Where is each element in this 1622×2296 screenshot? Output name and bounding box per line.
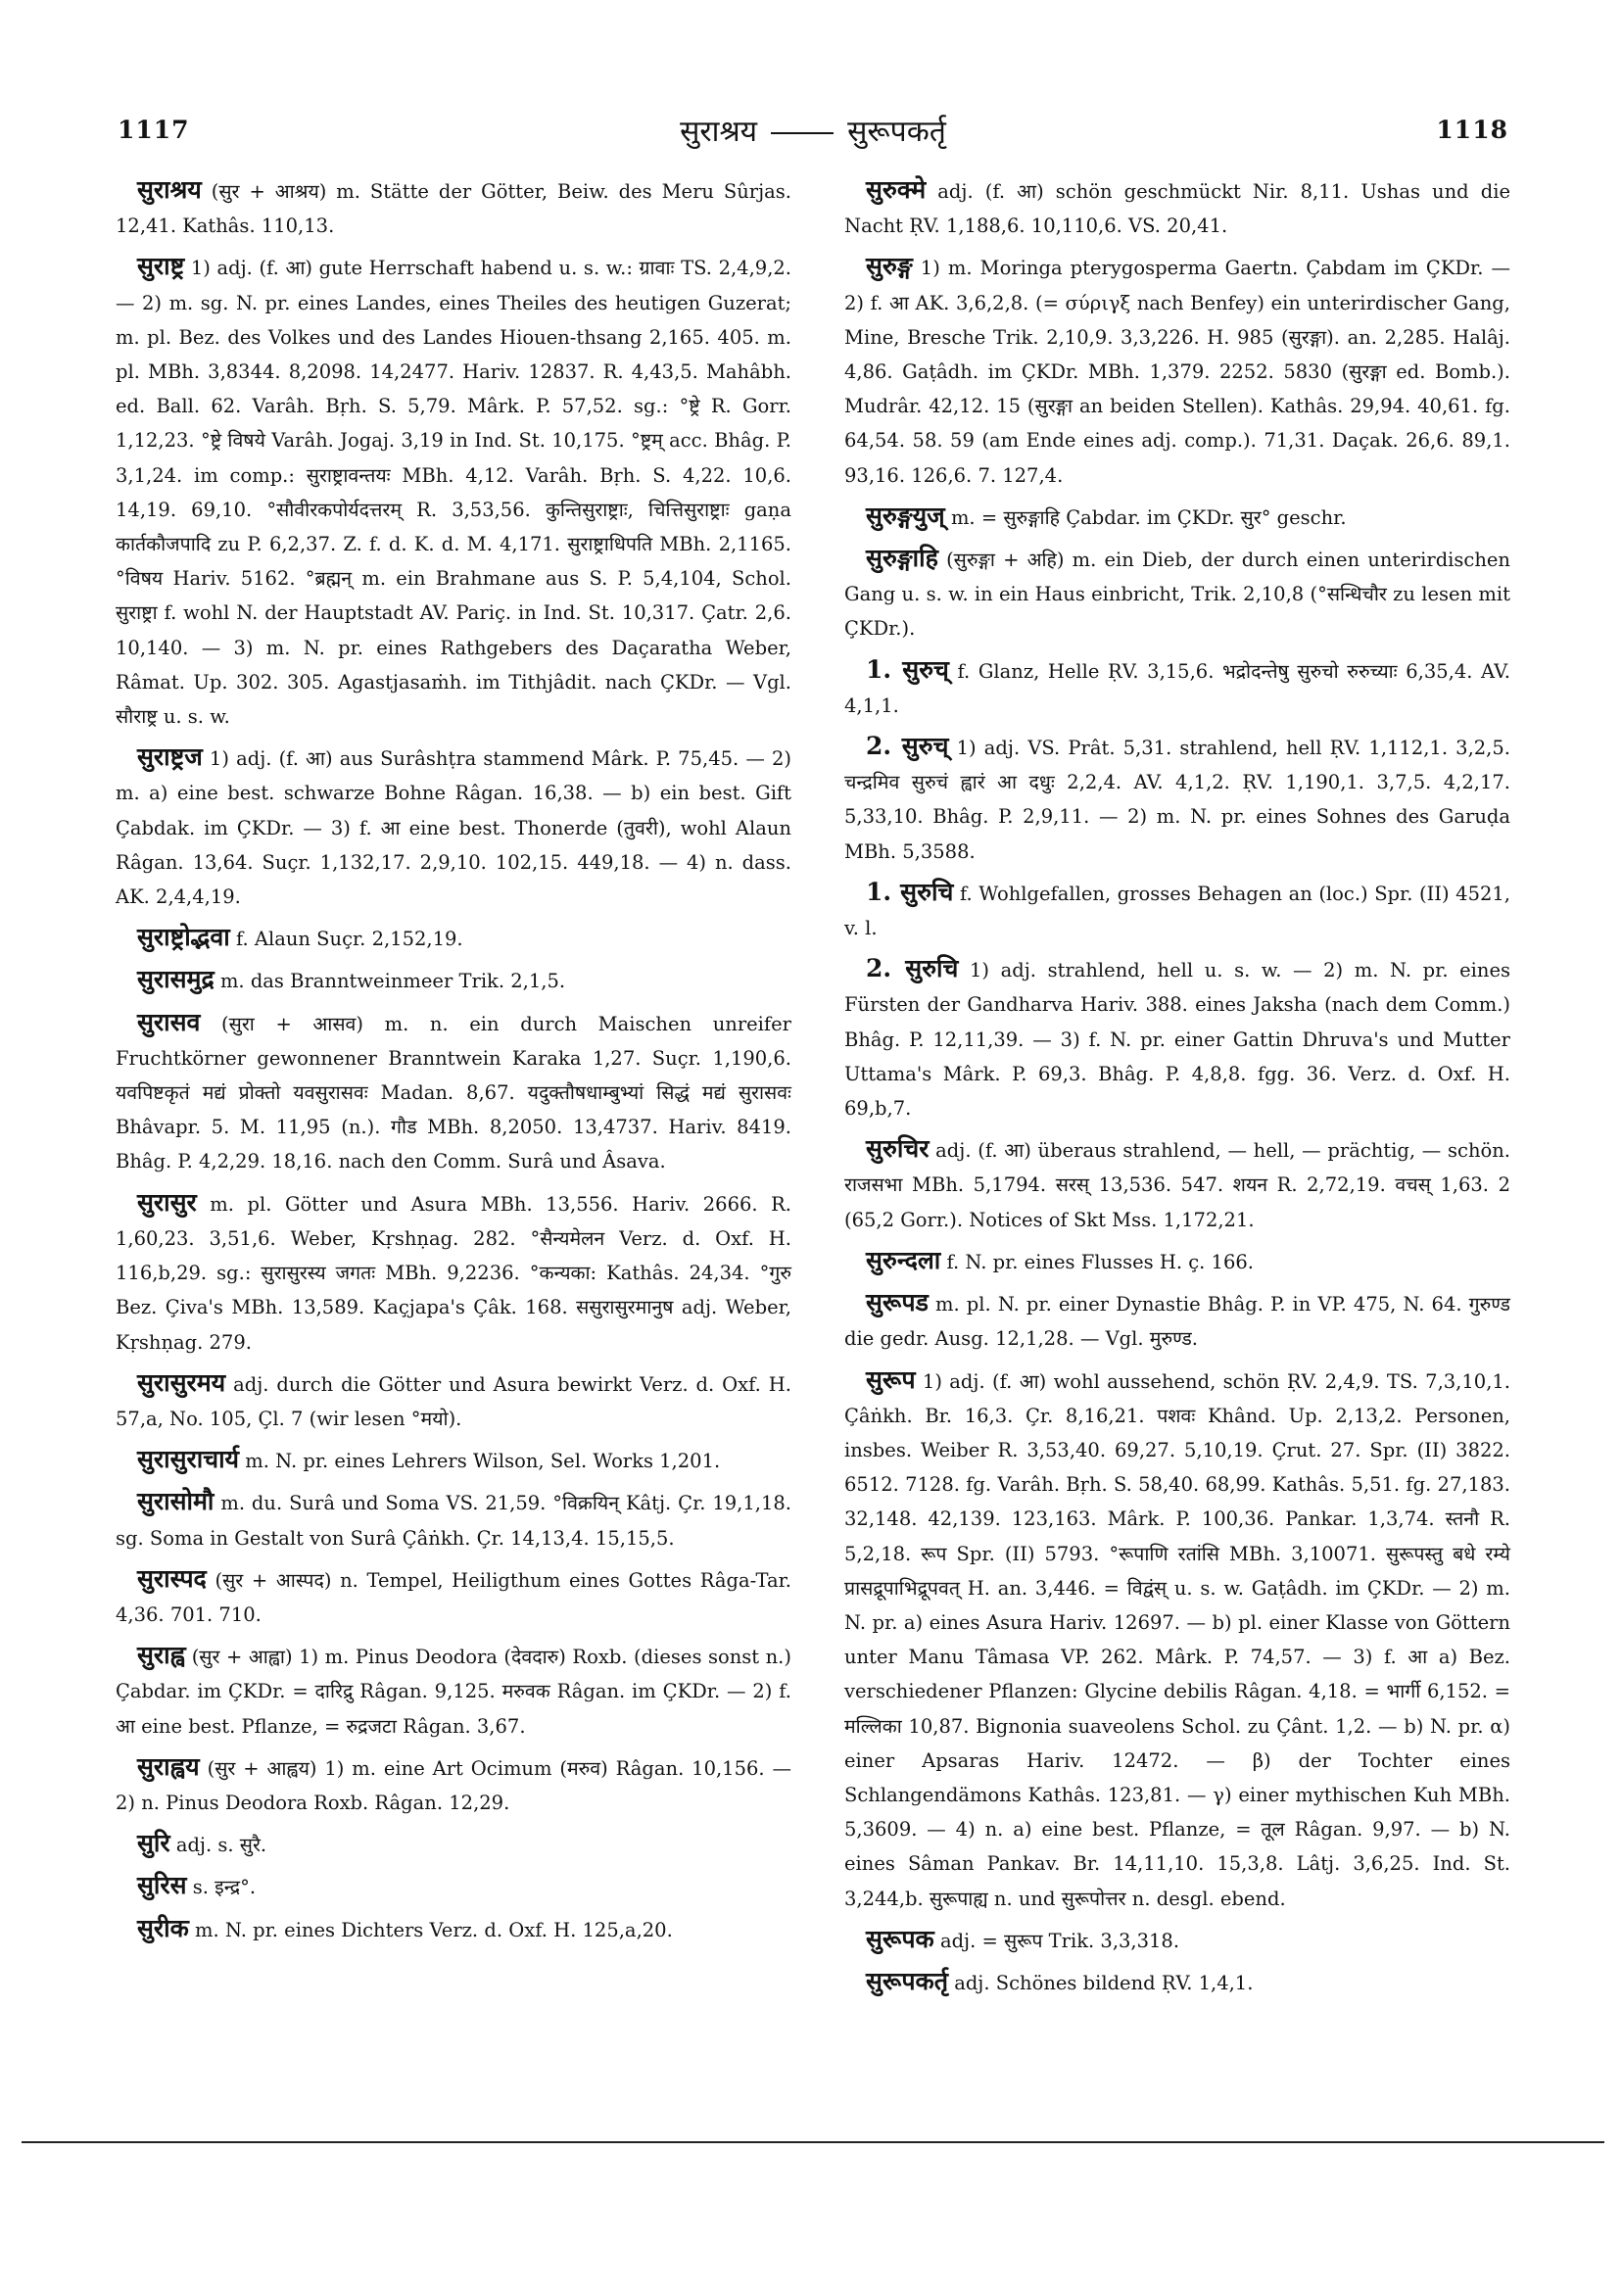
dictionary-entry <box>116 1365 791 1436</box>
dictionary-entry <box>116 1749 791 1820</box>
entry-text: m. das Branntweinmeer Trik. 2,1,5. <box>219 970 566 993</box>
entry-headword: सुरि <box>137 1829 170 1858</box>
dictionary-entry <box>116 172 791 243</box>
entry-text: 1) adj. (f. आ) aus Surâshṭra stammend Mârk. P. 75,45. — 2) m. a) eine best. schwarze Bohne Râgan. 16,38. — b) ein best. Gift Çabdak. im ÇKDr. — 3) f. आ eine best. Thonerde (तुवरी), wohl Alaun Râgan. 13,64. Suçr. 1,132,17. 2,9,10. 102,15. 449,18. — 4) n. dass. AK. 2,4,4,19. <box>116 747 792 909</box>
dictionary-entry <box>844 1964 1510 2000</box>
entry-headword: सुरासुरमय <box>137 1367 226 1397</box>
entry-text: 1) adj. (f. आ) gute Herrschaft habend u. s. w.: ग्रावाः TS. 2,4,9,2. — 2) m. sg. N. pr. eines Landes, eines Theiles des heutigen Guzerat; m. pl. Bez. des Volkes und des Landes Hiouen-thsang 2,165. 405. m. pl. MBh. 3,8344. 8,2098. 14,2477. Hariv. 12837. R. 4,43,5. Mahâbh. ed. Ball. 62. Varâh. Bṛh. S. 5,79. Mârk. P. 57,52. sg.: °ष्ट्रे R. Gorr. 1,12,23. °ष्ट्रे विषये Varâh. Jogaj. 3,19 in Ind. St. 10,175. °ष्ट्रम् acc. Bhâg. P. 3,1,24. im comp.: सुराष्ट्रावन्तयः MBh. 4,12. Varâh. Bṛh. S. 4,22. 10,6. 14,19. 69,10. °सौवीरकपोर्यदत्तरम् R. 3,53,56. कुन्तिसुराष्ट्राः, चित्तिसुराष्ट्राः gaṇa कार्तकौजपादि zu P. 6,2,37. Z. f. d. K. d. M. 4,171. सुराष्ट्राधिपति MBh. 2,1165. °विषय Hariv. 5162. °ब्रह्मन् m. ein Brahmane aus S. P. 5,4,104, Schol. सुराष्ट्रा f. wohl N. der Hauptstadt AV. Pariç. in Ind. St. 10,317. Çatr. 2,6. 10,140. — 3) m. N. pr. eines Rathgebers des Daçaratha Weber, Râmat. Up. 302. 305. Agastjasaṁh. im Tithjâdit. nach ÇKDr. — Vgl. सौराष्ट्र u. s. w. <box>116 257 791 729</box>
page-number-left: 1117 <box>118 116 190 144</box>
dictionary-entry <box>116 1826 791 1862</box>
entry-text: m. N. pr. eines Dichters Verz. d. Oxf. H. 125,a,20. <box>195 1918 673 1941</box>
entry-headword: सुराश्रय <box>137 175 202 204</box>
entry-headword: सुरासमुद्र <box>137 965 215 994</box>
dictionary-entry <box>844 541 1510 646</box>
page-header <box>118 110 1508 157</box>
entry-text: f. Alaun Suçr. 2,152,19. <box>235 928 463 951</box>
dictionary-entry <box>844 1131 1510 1237</box>
entry-text: m. pl. Götter und Asura MBh. 13,556. Hariv. 2666. R. 1,60,23. 3,51,6. Weber, Kṛshṇag. 282. °सैन्यमेलन Verz. d. Oxf. H. 116,b,29. sg.: सुरासुरस्य जगतः MBh. 9,2236. °कन्यका: Kathâs. 24,34. °गुरु Bez. Çiva's MBh. 13,589. Kaçjapa's Çâk. 168. ससुरासुरमानुष adj. Weber, Kṛshṇag. 279. <box>116 1192 792 1354</box>
entry-text: adj. s. सुरै. <box>175 1834 267 1857</box>
dictionary-entry <box>844 499 1510 535</box>
entry-headword: 1. सुरुच् <box>866 654 949 684</box>
entry-text: adj. durch die Götter und Asura bewirkt Verz. d. Oxf. H. 57,a, No. 105, Çl. 7 (wir lesen °मयो). <box>116 1372 791 1430</box>
dictionary-entry <box>844 875 1510 945</box>
dictionary-entry <box>116 249 791 734</box>
bottom-rule <box>22 2141 1604 2143</box>
dictionary-entry <box>116 1638 791 1744</box>
running-title-end: सुरूपकर्तृ <box>847 115 946 149</box>
dictionary-entry <box>844 652 1510 723</box>
dictionary-entry <box>116 740 791 914</box>
entry-headword: सुरुङ्ग <box>866 252 913 281</box>
entry-text: m. N. pr. eines Lehrers Wilson, Sel. Works 1,201. <box>245 1450 721 1473</box>
entry-text: (सुर + आह्वा) 1) m. Pinus Deodora (देवदारु) Roxb. (dieses sonst n.) Çabdar. im ÇKDr. = दारिद्रु Râgan. 9,125. मरुवक Râgan. im ÇKDr. — 2) f. आ eine best. Pflanze, = रुद्रजटा Râgan. 3,67. <box>116 1646 791 1738</box>
entry-headword: सुरास्पद <box>137 1563 207 1593</box>
entry-headword: सुरूपक <box>866 1924 934 1953</box>
entry-headword: 2. सुरुच् <box>866 732 949 761</box>
entry-text: s. इन्द्र°. <box>192 1876 257 1899</box>
dictionary-entry <box>844 172 1510 243</box>
entry-headword: सुरुङ्गाहि <box>866 544 938 573</box>
entry-text: (सुर + आस्पद) n. Tempel, Heiligthum eines Gottes Râga-Tar. 4,36. 701. 710. <box>116 1568 792 1626</box>
entry-headword: सुराह्व <box>137 1641 186 1670</box>
entry-text: 1) m. Moringa pterygosperma Gaertn. Çabdam im ÇKDr. — 2) f. आ AK. 3,6,2,8. (= σύριγξ nach Benfey) ein unterirdischer Gang, Mine, Bresche Trik. 2,10,9. 3,3,226. H. 985 (सुरङ्गा). an. 2,285. Halâj. 4,86. Gaṭâdh. im ÇKDr. MBh. 1,379. 2252. 5830 (सुरङ्गा ed. Bomb.). Mudrâr. 42,12. 15 (सुरङ्गा an beiden Stellen). Kathâs. 29,94. 40,61. fg. 64,54. 58. 59 (am Ende eines adj. comp.). 71,31. Daçak. 26,6. 89,1. 93,16. 126,6. 7. 127,4. <box>844 257 1511 487</box>
dictionary-entry <box>116 962 791 998</box>
entry-text: (सुर + आश्रय) m. Stätte der Götter, Beiw. des Meru Sûrjas. 12,41. Kathâs. 110,13. <box>116 180 791 238</box>
entry-text: 1) adj. strahlend, hell u. s. w. — 2) m. N. pr. eines Fürsten der Gandharva Hariv. 388. eines Jaksha (nach dem Comm.) Bhâg. P. 12,11,39. — 3) f. N. pr. einer Gattin Dhruva's und Mutter Uttama's Mârk. P. 69,3. Bhâg. P. 4,8,8. fgg. 36. Verz. d. Oxf. H. 69,b,7. <box>844 959 1510 1121</box>
entry-headword: सुरासुराचार्य <box>137 1445 240 1474</box>
entry-text: adj. Schönes bildend ṚV. 1,4,1. <box>954 1971 1254 1994</box>
running-title-dash <box>771 132 834 134</box>
entry-text: adj. (f. आ) überaus strahlend, — hell, — prächtig, — schön. राजसभा MBh. 5,1794. सरस् 13,536. 547. शयन R. 2,72,19. वचस् 1,63. 2 (65,2 Gorr.). Notices of Skt Mss. 1,172,21. <box>844 1139 1510 1231</box>
dictionary-entry <box>844 249 1510 492</box>
entry-headword: सुराह्वय <box>137 1751 200 1781</box>
entry-text: m. du. Surâ und Soma VS. 21,59. °विक्रयिन् Kâtj. Çr. 19,1,18. sg. Soma in Gestalt von Surâ Çâṅkh. Çr. 14,13,4. 15,15,5. <box>116 1492 791 1550</box>
entry-headword: सुराष्ट्र <box>137 252 185 281</box>
entry-headword: सुरीक <box>137 1913 189 1942</box>
dictionary-entry <box>116 1484 791 1555</box>
entry-text: m. = सुरुङ्गाहि Çabdar. im ÇKDr. सुर° geschr. <box>950 505 1347 529</box>
right-column <box>844 172 1510 2006</box>
dictionary-entry <box>116 1185 791 1360</box>
dictionary-entry <box>116 1561 791 1632</box>
dictionary-entry <box>116 920 791 956</box>
running-title <box>118 110 1508 150</box>
page-number-right: 1118 <box>1436 116 1508 144</box>
running-title-start: सुराश्रय <box>680 115 758 149</box>
entry-text: (सुरुङ्गा + अहि) m. ein Dieb, der durch einen unterirdischen Gang u. s. w. in ein Haus einbricht, Trik. 2,10,8 (°सन्धिचौर zu lesen mit ÇKDr.). <box>844 549 1510 641</box>
entry-text: 1) adj. VS. Prât. 5,31. strahlend, hell ṚV. 1,112,1. 3,2,5. चन्द्रमिव सुरुचं ह्वारं आ दधुः 2,2,4. AV. 4,1,2. ṚV. 1,190,1. 3,7,5. 4,2,17. 5,33,10. Bhâg. P. 2,9,11. — 2) m. N. pr. eines Sohnes des Garuḍa MBh. 5,3588. <box>844 737 1510 863</box>
dictionary-entry <box>116 1911 791 1947</box>
entry-headword: सुरुक्मे <box>866 175 927 204</box>
dictionary-entry <box>844 1285 1510 1356</box>
dictionary-entry <box>844 1922 1510 1958</box>
entry-text: 1) adj. (f. आ) wohl aussehend, schön ṚV. 2,4,9. TS. 7,3,10,1. Çâṅkh. Br. 16,3. Çr. 8,16,21. पशवः Khând. Up. 2,13,2. Personen, insbes. Weiber R. 3,53,40. 69,27. 5,10,19. Çrut. 27. Spr. (II) 3822. 6512. 7128. fg. Varâh. Bṛh. S. 58,40. 68,99. Kathâs. 5,51. fg. 27,183. 32,148. 42,139. 123,163. Mârk. P. 100,36. Pankar. 1,3,74. स्तनौ R. 5,2,18. रूप Spr. (II) 5793. °रूपाणि रतांसि MBh. 3,10071. सुरूपस्तु बधे रम्ये प्रासद्रूपाभिद्रूपवत् H. an. 3,446. = विद्वंस् u. s. w. Gaṭâdh. im ÇKDr. — 2) m. N. pr. a) eines Asura Hariv. 12697. — b) pl. einer Klasse von Göttern unter Manu Tâmasa VP. 262. Mârk. P. 74,57. — 3) f. आ a) Bez. verschiedener Pflanzen: Glycine debilis Râgan. 4,18. = भार्गी 6,152. = मल्लिका 10,87. Bignonia suaveolens Schol. zu Çânt. 1,2. — b) N. pr. α) einer Apsaras Hariv. 12472. — β) der Tochter eines Schlangendämons Kathâs. 123,81. — γ) einer mythischen Kuh MBh. 5,3609. — 4) n. a) eine best. Pflanze, = तूल Râgan. 9,97. — b) N. eines Sâman Pankav. Br. 14,11,10. 15,3,8. Lâtj. 3,6,25. Ind. St. 3,244,b. सुरूपाह्य n. und सुरूपोत्तर n. desgl. ebend. <box>844 1369 1510 1910</box>
dictionary-entry <box>116 1442 791 1478</box>
entry-text: m. pl. N. pr. einer Dynastie Bhâg. P. in VP. 475, N. 64. गुरुण्ड die gedr. Ausg. 12,1,28. — Vgl. मुरुण्ड. <box>844 1293 1510 1351</box>
entry-headword: सुरासुर <box>137 1187 197 1217</box>
entry-headword: सुरुचिर <box>866 1134 930 1164</box>
entry-headword: सुरुङ्गयुज् <box>866 501 945 530</box>
entry-headword: सुरिस <box>137 1871 187 1900</box>
dictionary-entry <box>844 1363 1510 1916</box>
dictionary-entry <box>844 1243 1510 1279</box>
entry-headword: 2. सुरुचि <box>866 954 959 983</box>
entry-text: adj. = सुरूप Trik. 3,3,318. <box>939 1929 1180 1952</box>
dictionary-entry <box>116 1868 791 1904</box>
entry-text: f. Wohlgefallen, grosses Behagen an (loc.) Spr. (II) 4521, v. l. <box>844 882 1510 940</box>
entry-headword: 1. सुरुचि <box>866 877 954 906</box>
entry-headword: सुराष्ट्रोद्भवा <box>137 923 230 952</box>
entry-headword: सुरुन्दला <box>866 1245 941 1274</box>
entry-headword: सुरासोमौ <box>137 1487 215 1516</box>
entry-headword: सुरूपड <box>866 1288 929 1317</box>
entry-headword: सुरासव <box>137 1007 201 1036</box>
dictionary-entry <box>844 729 1510 869</box>
entry-headword: सुरूप <box>866 1364 916 1394</box>
entry-headword: सुराष्ट्रज <box>137 742 203 772</box>
entry-text: f. Glanz, Helle ṚV. 3,15,6. भद्रोदन्तेषु सुरुचो रुरुच्याः 6,35,4. AV. 4,1,1. <box>844 659 1511 717</box>
entry-text: adj. (f. आ) schön geschmückt Nir. 8,11. Ushas und die Nacht ṚV. 1,188,6. 10,110,6. VS. 20,41. <box>844 180 1510 238</box>
entry-text: (सुरा + आसव) m. n. ein durch Maischen unreifer Fruchtkörner gewonnener Branntwein Karaka 1,27. Suçr. 1,190,6. यवपिष्टकृतं मद्यं प्रोक्तो यवसुरासवः Madan. 8,67. यदुक्तौषधाम्बुभ्यां सिद्धं मद्यं सुरासवः Bhâvapr. 5. M. 11,95 (n.). गौड MBh. 8,2050. 13,4737. Hariv. 8419. Bhâg. P. 4,2,29. 18,16. nach den Comm. Surâ und Âsava. <box>116 1012 792 1173</box>
left-column <box>116 172 791 1953</box>
dictionary-entry <box>844 951 1510 1125</box>
entry-text: (सुर + आह्वय) 1) m. eine Art Ocimum (मरुव) Râgan. 10,156. — 2) n. Pinus Deodora Roxb. Râgan. 12,29. <box>116 1756 792 1814</box>
entry-headword: सुरूपकर्तृ <box>866 1966 948 1995</box>
entry-text: f. N. pr. eines Flusses H. ç. 166. <box>946 1250 1254 1273</box>
dictionary-entry <box>116 1005 791 1179</box>
